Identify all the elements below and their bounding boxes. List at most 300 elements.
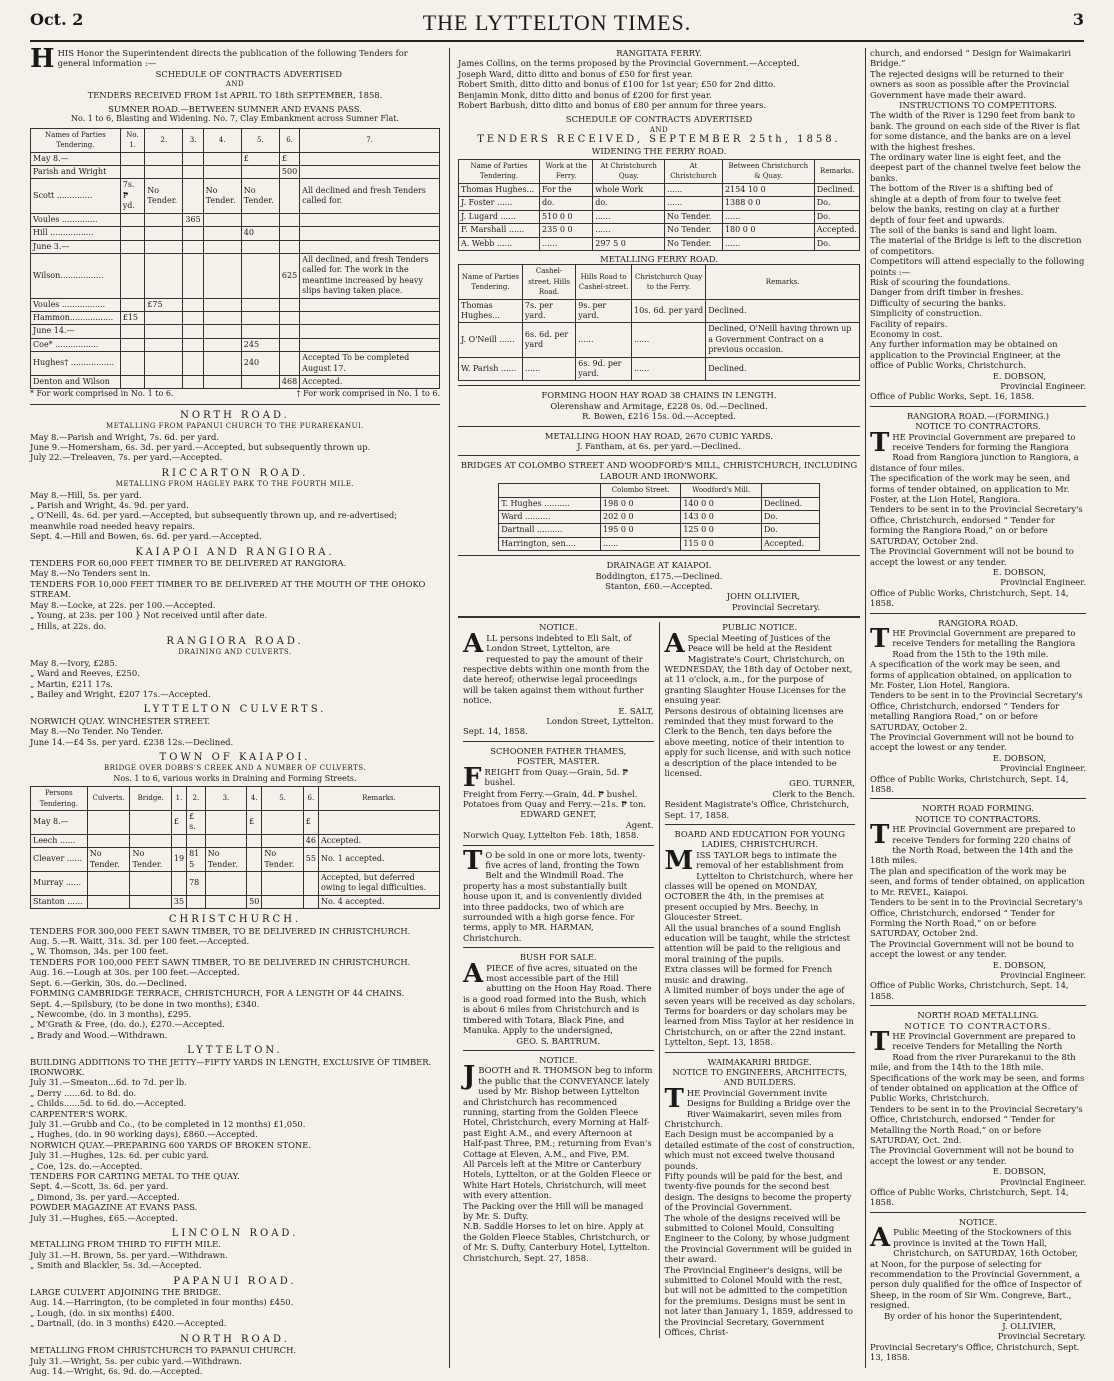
column-3	[870, 48, 1086, 1368]
notice-para: Fifty pounds will be paid for the best, and twenty-five pounds for the second best design. The designs to become the property of the Provincial Government.	[664, 1171, 852, 1213]
notice-sub: NOTICE TO CONTRACTORS.	[904, 1020, 1052, 1031]
table-cell: T. Hughes ..........	[499, 497, 601, 510]
table-cell: All declined, and fresh Tenders called for. The work in the meantime increased by heavy slips having taken place.	[300, 253, 440, 298]
text-line: Economy in cost.	[870, 328, 943, 339]
column-header: 6.	[279, 128, 299, 152]
table-header-row	[31, 128, 440, 152]
notice-body: APIECE of five acres, situated on the most accessible part of the Hill abutting on the Hoon Hay Road. There is a good road formed into the Bush, which is about 6 miles from Christchurch and is timbered with Totara, Black Pine, and Manuka. Apply to the undersigned,	[463, 958, 652, 1036]
notice-para: The whole of the designs received will be submitted to Colonel Mould, Consulting Engineer to the Colony, by whose judgment the Provincial Government will be guided in their award.	[664, 1212, 852, 1265]
notice-title: NORTH ROAD METALLING.	[917, 1010, 1039, 1021]
table-cell: 19	[171, 848, 186, 872]
section-heading: METALLING FERRY ROAD.	[600, 253, 718, 264]
text-line: „ Dartnall, (do. in 3 months) £420.—Accepted.	[30, 1318, 227, 1329]
table-cell	[145, 227, 183, 240]
notice-title: SCHOONER FATHER THAMES,	[490, 745, 627, 756]
schedule-subheading: TENDERS RECEIVED FROM 1st APRIL TO 18th SEPTEMBER, 1858.	[87, 89, 383, 100]
notice-para: The Provincial Government will not be bound to accept the lowest or any tender.	[870, 546, 1074, 567]
column-header: 1.	[171, 787, 186, 811]
table-header-row	[459, 265, 860, 299]
masthead	[30, 6, 1084, 42]
table-cell: Dartnall ..........	[499, 524, 601, 537]
column-header: Work at the Ferry.	[540, 160, 593, 184]
table-cell: 245	[241, 338, 279, 351]
table-cell	[120, 375, 145, 388]
table-cell: Accepted To be completed August 17.	[300, 352, 440, 376]
table-cell	[318, 811, 439, 835]
text-line: Sept. 6.—Gerkin, 30s. do.—Declined.	[30, 977, 187, 988]
table-row	[459, 299, 860, 323]
table-cell	[120, 325, 145, 338]
column-header: Remarks.	[706, 265, 860, 299]
table-cell	[279, 311, 299, 324]
table-cell: 510 0 0	[540, 210, 593, 223]
divider	[665, 824, 856, 825]
notice-body: THE Provincial Government are prepared to receive Tenders for Metalling the North Road from the river Purarekanui to the 8th mile, and from the 14th to the 18th mile.	[870, 1026, 1076, 1073]
table-cell	[120, 240, 145, 253]
table-cell	[205, 834, 246, 847]
table-row	[31, 325, 440, 338]
table-row	[499, 524, 820, 537]
table-cell	[203, 311, 241, 324]
divider	[458, 385, 860, 386]
table-cell	[303, 895, 318, 908]
table-cell: 9s. per yard.	[576, 299, 632, 323]
table-cell: F. Marshall ......	[459, 224, 540, 237]
table-cell	[183, 227, 203, 240]
notice-body: MISS TAYLOR begs to intimate the removal of her establishment from Lyttelton to Christchurch, where her classes will be opened on MONDAY, OCTOBER the 4th, in the premises at present occupied by Mrs. Beechy, in Gloucester Street.	[664, 845, 853, 923]
table-cell: £ s.	[187, 811, 206, 835]
table-cell: 46	[303, 834, 318, 847]
table-cell	[203, 152, 241, 165]
notice-date: Office of Public Works, Sept. 16, 1858.	[870, 391, 1035, 402]
tender-list	[30, 490, 440, 542]
table-cell	[300, 227, 440, 240]
table-cell: May 8.—	[31, 811, 88, 835]
notice-para: Specifications of the work may be seen, and forms of tender obtained on application at the Office of Public Works, Christchurch.	[870, 1072, 1085, 1104]
notice-date: Office of Public Works, Christchurch, Sept. 14, 1858.	[870, 773, 1069, 795]
notice-sub: NOTICE TO CONTRACTORS.	[915, 813, 1041, 824]
table-cell	[120, 166, 145, 179]
text-line: Freight from Ferry.—Grain, 4d. ₱ bushel.	[463, 788, 638, 799]
table-cell	[300, 152, 440, 165]
text-line: TENDERS FOR 60,000 FEET TIMBER TO BE DELIVERED AT RANGIORA.	[30, 558, 347, 569]
table-cell: 140 0 0	[681, 497, 762, 510]
signature: E. DOBSON,	[992, 752, 1046, 763]
divider	[870, 1005, 1086, 1006]
table-cell: 198 0 0	[601, 497, 681, 510]
notice-para: The Provincial Government will not be bound to accept the lowest or any tender.	[870, 1145, 1074, 1166]
text-line: Competitors will attend especially to the following points :—	[870, 256, 1085, 277]
table-cell	[145, 338, 183, 351]
text-line: R. Bowen, £216 15s. 0d.—Accepted.	[582, 411, 736, 422]
section-sub: Nos. 1 to 6, various works in Draining and Forming Streets.	[113, 773, 357, 783]
table-row	[459, 197, 860, 210]
table-cell	[120, 227, 145, 240]
table-cell	[203, 166, 241, 179]
table-cell: 365	[183, 213, 203, 226]
table-cell: J. Foster ......	[459, 197, 540, 210]
divider	[463, 845, 654, 846]
notice-body: THE Provincial Government invite Designs for Building a Bridge over the River Waimakariri, seven miles from Christchurch.	[664, 1083, 851, 1129]
table-cell: ......	[601, 537, 681, 550]
text-line: „ Bailey and Wright, £207 17s.—Accepted.	[30, 688, 211, 699]
table-row	[31, 895, 440, 908]
column-header: Christchurch Quay to the Ferry.	[632, 265, 706, 299]
divider	[463, 1050, 654, 1051]
table-cell: For the	[540, 183, 593, 196]
sumner-tender-table	[30, 128, 440, 390]
text-line: TENDERS FOR 300,000 FEET SAWN TIMBER, TO BE DELIVERED IN CHRISTCHURCH.	[30, 925, 411, 936]
notice-para: Tenders to be sent in to the Provincial Secretary's Office, Christchurch, endorsed “ Tender for Metalling the North Road,” on or before SATURDAY, Oct. 2nd.	[870, 1103, 1083, 1146]
signature-address: London Street, Lyttelton.	[546, 715, 654, 726]
table-cell: 6s. 6d. per yard	[522, 323, 575, 357]
kaiapoi-tender-table	[30, 786, 440, 909]
table-cell: 125 0 0	[681, 524, 762, 537]
section-heading: LYTTELTON CULVERTS.	[143, 704, 327, 716]
divider	[458, 426, 860, 427]
divider	[463, 947, 654, 948]
table-cell	[87, 834, 130, 847]
notice-para: All the usual branches of a sound English education will be taught, while the strictest attention will be paid to the religious and moral training of the pupils.	[664, 922, 851, 964]
table-cell: No Tender.	[203, 179, 241, 213]
section-sub: METALLING FROM PAPANUI CHURCH TO THE PURAREKANUI.	[106, 422, 364, 431]
table-cell: May 8.—	[31, 152, 121, 165]
table-cell	[262, 811, 303, 835]
section-heading: RICCARTON ROAD.	[161, 467, 309, 479]
table-cell	[241, 298, 279, 311]
table-cell: Voules .................	[31, 298, 121, 311]
column-header: Woodford's Mill.	[681, 484, 762, 497]
notice-body: THE Provincial Government are prepared to receive Tenders for metalling the Rangiora Road from the 15th to the 19th mile.	[870, 623, 1076, 659]
column-header: Name of Parties Tendering.	[459, 265, 523, 299]
divider	[463, 741, 654, 742]
text-line: The soil of the banks is sand and light loam.	[870, 224, 1058, 235]
table-cell: Accepted.	[814, 224, 859, 237]
table-cell: do.	[593, 197, 665, 210]
table-cell: Do.	[814, 197, 859, 210]
notice-title: NORTH ROAD FORMING.	[922, 803, 1034, 814]
notice-date: Sept. 14, 1858.	[463, 726, 528, 737]
column-header: At Christchurch	[665, 160, 723, 184]
table-cell: 235 0 0	[540, 224, 593, 237]
notice-title: BOARD AND EDUCATION FOR YOUNG LADIES, CHRISTCHURCH.	[674, 829, 845, 850]
text-line: July 31.—H. Brown, 5s. per yard.—Withdrawn.	[30, 1249, 228, 1260]
table-cell: 78	[187, 872, 206, 896]
divider	[458, 616, 860, 618]
table-cell: ......	[593, 224, 665, 237]
text-line: BUILDING ADDITIONS TO THE JETTY—FIFTY YARDS IN LENGTH, EXCLUSIVE OF TIMBER.	[30, 1056, 432, 1067]
table-cell	[183, 179, 203, 213]
table-cell: ......	[632, 323, 706, 357]
table-cell	[145, 311, 183, 324]
table-cell: No Tender.	[205, 848, 246, 872]
text-line: May 8.—Ivory, £285.	[30, 657, 118, 668]
text-line: June 9.—Homersham, 6s. 3d. per yard.—Accepted, but subsequently thrown up.	[30, 442, 371, 452]
bridges-table	[498, 483, 820, 551]
notice-date: Norwich Quay, Lyttelton Feb. 18th, 1858.	[463, 830, 639, 841]
table-row	[31, 375, 440, 388]
schedule-heading: SCHEDULE OF CONTRACTS ADVERTISED	[565, 114, 753, 125]
table-cell: Do.	[762, 511, 820, 524]
text-line: „ Dimond, 3s. per yard.—Accepted.	[30, 1191, 180, 1202]
text-line: Sept. 4.—Hill and Bowen, 6s. 6d. per yard.—Accepted.	[30, 531, 262, 542]
notice-para: Tenders to be sent in to the Provincial Secretary's Office, Christchurch, endorsed “ Tender for Forming the North Road,” on or before SATURDAY, October 2nd.	[870, 897, 1083, 939]
table-cell	[145, 166, 183, 179]
text-line: July 22.—Treleaven, 7s. per yard.—Accepted.	[30, 452, 223, 463]
notice-body: THE Provincial Government are prepared to receive Tenders for forming the Rangiora Road from Rangiora junction to Rangiora, a distance of four miles.	[870, 427, 1079, 473]
table-cell: 180 0 0	[722, 224, 814, 237]
column-header: Remarks.	[318, 787, 439, 811]
table-cell	[183, 311, 203, 324]
column-header: Colombo Street.	[601, 484, 681, 497]
table-row	[499, 497, 820, 510]
signature-title: Agent.	[625, 819, 654, 830]
table-cell	[300, 298, 440, 311]
column-header: Hills Road to Cashel-street.	[576, 265, 632, 299]
divider	[458, 455, 860, 456]
notice-para: The Provincial Government will not be bound to accept the lowest or any tender.	[870, 732, 1074, 753]
section-heading: LYTTELTON.	[187, 1045, 283, 1057]
text-line: „ Ward and Reeves, £250.	[30, 668, 140, 679]
table-cell	[87, 872, 130, 896]
table-cell	[262, 834, 303, 847]
section-heading: TOWN OF KAIAPOI.	[159, 751, 311, 763]
table-cell: £	[171, 811, 186, 835]
table-cell: £	[241, 152, 279, 165]
table-cell: £75	[145, 298, 183, 311]
text-line: „ Derry ......6d. to 8d. do.	[30, 1087, 137, 1098]
text-line: „ O'Neill, 4s. 6d. per yard.—Accepted, but subsequently thrown up, and re-advertised; meanwhile road needed heavy repairs.	[30, 510, 398, 531]
table-cell	[130, 872, 171, 896]
table-cell: No. 4 accepted.	[318, 895, 439, 908]
table-cell: Ward ..........	[499, 511, 601, 524]
column-header: No. 1.	[120, 128, 145, 152]
notice-para: By order of his honor the Superintendent,	[884, 1310, 1063, 1321]
text-line: „ Parish and Wright, 4s. 9d. per yard.	[30, 500, 189, 511]
notice-para: Each Design must be accompanied by a detailed estimate of the cost of construction, which must not exceed twelve thousand pounds.	[664, 1129, 855, 1171]
table-cell: Parish and Wright	[31, 166, 121, 179]
table-cell	[300, 325, 440, 338]
text-line: „ Hughes, (do. in 90 working days), £860.—Accepted.	[30, 1129, 258, 1140]
divider	[870, 1212, 1086, 1213]
table-cell	[279, 227, 299, 240]
text-line: „ Hills, at 22s. do.	[30, 620, 107, 631]
column-header: 3.	[205, 787, 246, 811]
text-line: METALLING FROM THIRD TO FIFTH MILE.	[30, 1239, 221, 1250]
table-cell: Cleaver ......	[31, 848, 88, 872]
table-cell	[241, 325, 279, 338]
divider	[458, 555, 860, 556]
text-line: LARGE CULVERT ADJOINING THE BRIDGE.	[30, 1287, 222, 1298]
table-cell: Hammon.................	[31, 311, 121, 324]
column-header: Cashel-street, Hills Road.	[522, 265, 575, 299]
notice-para: Tenders to be sent in to the Provincial Secretary's Office, Christchurch, endorsed “ Tender for forming the Rangiora Road,” on or before SATURDAY, October 2nd.	[870, 504, 1083, 546]
column-header: Bridge.	[130, 787, 171, 811]
section-heading: KAIAPOI AND RANGIORA.	[135, 546, 335, 558]
table-cell	[300, 240, 440, 253]
table-cell: 7s. ₱ yd.	[120, 179, 145, 213]
divider	[870, 613, 1086, 614]
table-cell	[300, 311, 440, 324]
signature: E. SALT,	[618, 705, 654, 716]
table-row	[31, 179, 440, 213]
table-cell	[145, 325, 183, 338]
notice-para: The plan and specification of the work may be seen, and forms of tender obtained, on application to Mr. REVEL, Kaiapoi.	[870, 865, 1085, 897]
table-cell: Scott ..............	[31, 179, 121, 213]
tender-list	[30, 658, 440, 700]
table-cell	[279, 179, 299, 213]
tender-list	[30, 1057, 440, 1224]
text-line: Stanton, £60.—Accepted.	[605, 581, 713, 592]
notice-title: BUSH FOR SALE.	[519, 952, 597, 963]
table-cell: 468	[279, 375, 299, 388]
table-cell: No Tender.	[262, 848, 303, 872]
table-cell	[187, 895, 206, 908]
notice-sub: FOSTER, MASTER.	[516, 756, 600, 767]
table-row	[31, 227, 440, 240]
text-line: „ Martin, £211 17s.	[30, 678, 113, 689]
table-cell: Coe* .................	[31, 338, 121, 351]
notice-para: The Provincial Government will not be bound to accept the lowest or any tender.	[870, 938, 1074, 960]
table-row	[31, 338, 440, 351]
table-cell: Accepted.	[318, 834, 439, 847]
schedule-heading: SCHEDULE OF CONTRACTS ADVERTISED	[155, 68, 342, 79]
table-header-row	[459, 160, 860, 184]
table-cell: Declined.	[706, 299, 860, 323]
table-cell	[262, 895, 303, 908]
text-line: J. Fantham, at 6s. per yard.—Declined.	[577, 441, 741, 451]
text-line: „ Coe, 12s. do.—Accepted.	[30, 1160, 143, 1171]
text-line: Aug. 14.—Wright, 6s. 9d. do.—Accepted.	[30, 1365, 203, 1376]
table-cell: ......	[576, 323, 632, 357]
table-cell: 81 5	[187, 848, 206, 872]
table-cell	[203, 227, 241, 240]
table-cell: Thomas Hughes...	[459, 183, 540, 196]
table-cell: June 3.—	[31, 240, 121, 253]
table-cell	[279, 298, 299, 311]
table-header-row	[499, 484, 820, 497]
section-sub: DRAINING AND CULVERTS.	[178, 648, 292, 657]
and-word: AND	[225, 80, 245, 89]
signature-title: Provincial Engineer.	[1000, 1176, 1086, 1187]
table-cell	[130, 834, 171, 847]
column-header: Name of Parties Tendering.	[459, 160, 540, 184]
table-cell: Voules ..............	[31, 213, 121, 226]
table-cell: ......	[665, 183, 723, 196]
notices-right	[659, 622, 861, 1337]
signature: GEO. TURNER,	[789, 778, 855, 789]
notice-para: The specification of the work may be seen, and forms of tender obtained, on application to Mr. Foster, at the Lion Hotel, Rangiora.	[870, 473, 1071, 505]
text-line: The width of the River is 1290 feet from bank to bank. The ground on each side of the River is flat for some distance, and the banks are on a level with the highest freshes.	[870, 110, 1080, 152]
table-cell	[87, 895, 130, 908]
table-cell	[203, 352, 241, 376]
tender-list	[30, 716, 440, 747]
text-line: Simplicity of construction.	[870, 308, 983, 319]
table-row	[31, 166, 440, 179]
table-cell	[262, 872, 303, 896]
section-heading: NORTH ROAD.	[180, 1333, 290, 1345]
table-cell: 195 0 0	[601, 524, 681, 537]
notice-body: A Special Meeting of Justices of the Peace will be held at the Resident Magistrate's Court, Christchurch, on WEDNESDAY, the 18th day of October next, at 11 o'clock, a.m., for the purpose of granting Slaughter House Licenses for the ensuing year.	[664, 628, 853, 706]
text-line: July 31.—Grubb and Co., (to be completed in 12 months) £1,050.	[30, 1118, 306, 1129]
table-cell: do.	[540, 197, 593, 210]
notice-para: church, and endorsed “ Design for Waimakariri Bridge.”	[870, 48, 1072, 69]
table-cell: Do.	[814, 237, 859, 250]
table-row	[459, 210, 860, 223]
notice-para: The rejected designs will be returned to their owners as soon as possible after the Provincial Government have made their award.	[870, 68, 1070, 100]
column-header: 5.	[241, 128, 279, 152]
text-line: Any further information may be obtained on application to the Provincial Engineer, at the office of Public Works, Christchurch.	[870, 339, 1061, 371]
table-cell	[120, 152, 145, 165]
table-cell	[120, 338, 145, 351]
signature: E. DOBSON,	[992, 370, 1046, 381]
table-cell: J. O'Neill ......	[459, 323, 523, 357]
notice-para: The Packing over the Hill will be managed by Mr. S. Dufty.	[463, 1200, 644, 1221]
table-cell	[247, 848, 262, 872]
table-cell: Denton and Wilson	[31, 375, 121, 388]
table-cell: Declined.	[706, 357, 860, 381]
notice-title: RANGIORA ROAD.	[938, 617, 1018, 628]
table-cell: 35	[171, 895, 186, 908]
table-cell	[241, 213, 279, 226]
table-cell: Thomas Hughes...	[459, 299, 523, 323]
table-cell	[145, 375, 183, 388]
table-cell	[183, 253, 203, 298]
table-cell: Hughes† .................	[31, 352, 121, 376]
table-header-row	[31, 787, 440, 811]
signature-title: Provincial Secretary.	[997, 1331, 1086, 1342]
table-row	[31, 834, 440, 847]
table-cell: All declined and fresh Tenders called for.	[300, 179, 440, 213]
table-cell: Accepted.	[300, 375, 440, 388]
table-row	[459, 224, 860, 237]
text-line: IRONWORK.	[30, 1066, 85, 1077]
notice-lines	[463, 789, 654, 810]
table-cell: Leech ......	[31, 834, 88, 847]
text-line: Sept. 4.—Scott, 3s. 6d. per yard.	[30, 1181, 169, 1192]
newspaper-title: THE LYTTELTON TIMES.	[422, 10, 692, 35]
text-line: METALLING FROM CHRISTCHURCH TO PAPANUI CHURCH.	[30, 1345, 297, 1356]
tender-list	[30, 926, 440, 1040]
signature-title: Provincial Engineer.	[1000, 969, 1086, 980]
table-cell	[183, 152, 203, 165]
table-cell	[183, 338, 203, 351]
footnote: † For work comprised in No. 1 to 6.	[296, 389, 440, 399]
section-heading: LINCOLN ROAD.	[171, 1228, 299, 1240]
signature: E. DOBSON,	[992, 959, 1046, 970]
notice-para: Tenders to be sent in to the Provincial Secretary's Office, Christchurch, endorsed “ Tenders for metalling Rangiora Road,” on or before SATURDAY, October 2.	[870, 690, 1083, 732]
notice-para: A specification of the work may be seen, and forms of application obtained, on application to Mr. Foster, Lion Hotel, Rangiora.	[870, 659, 1072, 690]
table-cell: 2154 10 0	[722, 183, 814, 196]
notice-para: Persons desirous of obtaining licenses are reminded that they must forward to the Clerk to the Bench, ten days before the above meeting, notice of their intention to apply for such license, and with such notice a description of the place intended to be licensed.	[664, 705, 851, 778]
table-cell	[120, 298, 145, 311]
text-line: May 8.—No Tenders sent in.	[30, 568, 151, 579]
ferry-road-table	[458, 159, 860, 251]
table-cell	[203, 338, 241, 351]
table-cell	[130, 895, 171, 908]
table-cell	[303, 872, 318, 896]
text-line: Olerenshaw and Armitage, £228 0s. 0d.—Declined.	[550, 400, 768, 411]
table-cell: £	[303, 811, 318, 835]
text-line: The bottom of the River is a shifting bed of shingle at a depth of from four to twelve feet below the banks, resting on clay at a further depth of four feet and upwards.	[870, 183, 1061, 225]
table-cell: 202 0 0	[601, 511, 681, 524]
text-line: CARPENTER'S WORK.	[30, 1108, 128, 1119]
text-line: July 31.—Hughes, 12s. 6d. per cubic yard.	[30, 1150, 210, 1161]
text-line: NORWICH QUAY. WINCHESTER STREET.	[30, 715, 211, 726]
table-row	[31, 240, 440, 253]
notice-body: T O be sold in one or more lots, twenty-five acres of land, fronting the Town Belt and the Windmill Road. The property has a most substantially built house upon it, and is conveniently divided into three paddocks, two of which are surrounded with a high gorse fence. For terms, apply to MR. HARMAN, Christchurch.	[463, 845, 646, 943]
signature: E. DOBSON,	[992, 1166, 1046, 1177]
